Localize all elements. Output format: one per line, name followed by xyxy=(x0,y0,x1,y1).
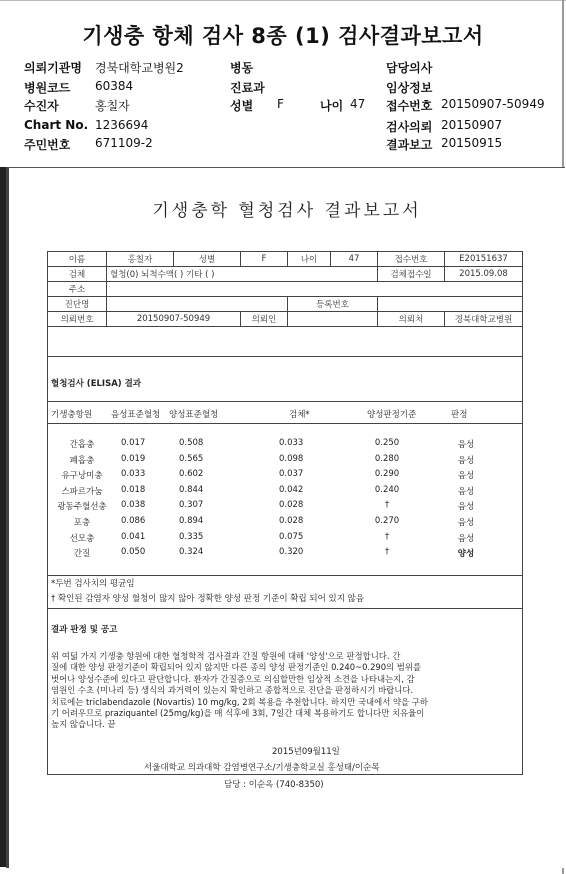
value-request-date: 20150907 xyxy=(441,118,503,132)
positive-value: 0.894 xyxy=(179,516,204,526)
conclusion-line: 높지 않습니다. 끝 xyxy=(51,719,116,730)
label-chart-no: Chart No. xyxy=(24,118,89,132)
negative-value: 0.033 xyxy=(121,469,146,480)
cell xyxy=(107,297,288,312)
table-row xyxy=(48,297,523,312)
sample-value: 0.037 xyxy=(279,469,304,480)
table-row xyxy=(48,252,523,267)
label-age: 나이 xyxy=(320,99,344,113)
cutoff-value: 0.280 xyxy=(374,453,400,464)
cutoff-value: † xyxy=(384,531,390,542)
report-title: 기생충 항체 검사 8종 (1) 검사결과보고서 xyxy=(82,24,484,48)
divider xyxy=(47,423,523,424)
positive-value: 0.565 xyxy=(179,453,204,464)
conclusion-line: 염원인 수초 (미나리 등) 생식의 과거력이 있는지 확인하고 종합적으로 진단을 판정하시기 바랍니다. xyxy=(51,685,414,696)
divider xyxy=(47,356,523,357)
elisa-section-title: 혈청검사 (ELISA) 결과 xyxy=(51,379,142,389)
cutoff-value: 0.290 xyxy=(374,469,400,480)
antigen-name: 유구낭미충 xyxy=(61,471,103,482)
cell: 혈청(0) 뇌척수액( ) 기타 ( ) xyxy=(107,267,378,282)
report-date: 2015년09월11일 xyxy=(272,747,340,757)
negative-value: 0.038 xyxy=(121,500,146,511)
cutoff-value: 0.250 xyxy=(374,438,400,448)
conclusion-title: 결과 판정 및 공고 xyxy=(51,625,118,635)
positive-value: 0.324 xyxy=(179,547,204,558)
divider xyxy=(47,401,523,402)
cell: E20151637 xyxy=(445,252,523,267)
scan-title: 기생충학 혈청검사 결과보고서 xyxy=(152,201,422,221)
col-positive-standard: 양성표준혈청 xyxy=(169,410,219,420)
conclusion-line: 기 어려우므로 praziquantel (25mg/kg)을 매 식후에 3회, 7일간 대체 복용하기도 합니다만 치유율이 xyxy=(51,708,425,719)
conclusion-line: 질에 대한 양성 판정기준이 확립되어 있지 않지만 다른 종의 양성 판정기준인 0.240~0.290의 범위를 xyxy=(51,662,422,673)
sample-value: 0.028 xyxy=(279,516,304,526)
antigen-name: 포충 xyxy=(73,518,91,528)
cell: 성별 xyxy=(174,252,241,267)
col-result: 판정 xyxy=(451,410,468,420)
footnote-cutoff: † 확인된 감염자 양성 혈청이 많지 않아 정확한 양성 판정 기준이 확립 되어 있지 않음 xyxy=(51,594,365,604)
cell: 검체접수일 xyxy=(378,267,445,282)
result-value: 음성 xyxy=(457,502,475,513)
conclusion-text xyxy=(51,651,521,731)
sample-value: 0.028 xyxy=(279,500,304,511)
value-hospital-code: 60384 xyxy=(95,79,134,93)
value-chart-no: 1236694 xyxy=(95,118,149,132)
scanned-report xyxy=(6,167,565,868)
positive-value: 0.335 xyxy=(179,531,204,542)
label-institution: 의뢰기관명 xyxy=(24,61,82,75)
negative-value: 0.041 xyxy=(121,531,146,542)
cutoff-value: 0.270 xyxy=(374,516,400,526)
cell: 등록번호 xyxy=(288,297,378,312)
col-cutoff: 양성판정기준 xyxy=(367,410,417,420)
negative-value: 0.050 xyxy=(121,547,146,558)
antigen-name: 선모충 xyxy=(69,533,95,544)
table-row xyxy=(48,282,523,297)
conclusion-line: 치료에는 triclabendazole (Novartis) 10 mg/kg, 2회 복용을 추천합니다. 하지만 국내에서 약을 구하 xyxy=(51,696,428,707)
conclusion-line: 벗어나 양성수준에 있다고 판단합니다. 환자가 간질증으로 의심할만한 임상적 소견을 나타내는지, 감 xyxy=(51,673,415,684)
label-hospital-code: 병원코드 xyxy=(24,81,71,95)
sample-value: 0.320 xyxy=(279,547,304,558)
result-value: 음성 xyxy=(457,440,475,450)
value-report-date: 20150915 xyxy=(441,136,503,150)
cutoff-value: † xyxy=(384,500,390,511)
col-antigen: 기생충항원 xyxy=(51,410,93,420)
value-patient: 홍칠자 xyxy=(95,99,130,113)
cell: 검체 xyxy=(48,267,107,282)
label-receipt-no: 접수번호 xyxy=(386,99,433,113)
table-row xyxy=(48,312,523,327)
divider xyxy=(47,608,523,609)
col-sample: 검체* xyxy=(289,410,310,420)
negative-value: 0.019 xyxy=(121,453,146,464)
conclusion-line: 위 여덟 가지 기생충 항원에 대한 혈청학적 검사결과 간질 항원에 대해 '양성'으로 판정합니다. 간 xyxy=(51,651,401,661)
antigen-name: 간흡충 xyxy=(69,440,95,450)
value-age: 47 xyxy=(350,97,366,111)
sample-value: 0.042 xyxy=(279,484,304,495)
antigen-name: 광동주혈선충 xyxy=(57,502,107,513)
cell: 47 xyxy=(331,252,378,267)
cell xyxy=(288,312,378,327)
cell: F xyxy=(241,252,288,267)
positive-value: 0.307 xyxy=(179,500,204,511)
sample-value: 0.033 xyxy=(279,438,304,448)
cell: 홍칠자 xyxy=(107,252,174,267)
cell: 의뢰인 xyxy=(241,312,288,327)
value-sex: F xyxy=(277,97,284,111)
negative-value: 0.018 xyxy=(121,484,146,495)
result-value: 음성 xyxy=(457,518,475,528)
label-sex: 성별 xyxy=(230,99,254,113)
label-patient: 수진자 xyxy=(24,99,59,113)
positive-value: 0.508 xyxy=(179,438,204,448)
label-resident-no: 주민번호 xyxy=(24,138,71,152)
label-report-date: 결과보고 xyxy=(386,138,433,152)
cell: 진단명 xyxy=(48,297,107,312)
footnote-average: *두번 검사치의 평균임 xyxy=(51,579,135,589)
cell: 나이 xyxy=(288,252,331,267)
label-clinical-info: 임상정보 xyxy=(386,81,433,95)
antigen-name: 폐흡충 xyxy=(69,455,95,466)
cell: 접수번호 xyxy=(378,252,445,267)
divider xyxy=(47,575,523,576)
result-value: 음성 xyxy=(457,533,475,544)
cell: 20150907-50949 xyxy=(107,312,241,327)
cutoff-value: 0.240 xyxy=(374,484,400,495)
page-top-border xyxy=(0,0,566,7)
col-negative-standard: 음성표준혈청 xyxy=(111,410,161,420)
positive-value: 0.844 xyxy=(179,484,204,495)
sample-value: 0.075 xyxy=(279,531,304,542)
label-request-date: 검사의뢰 xyxy=(386,120,433,134)
result-value: 음성 xyxy=(457,455,475,466)
label-ward: 병동 xyxy=(230,61,254,75)
cell: 의뢰처 xyxy=(378,312,445,327)
value-institution: 경북대학교병원2 xyxy=(95,61,184,75)
positive-value: 0.602 xyxy=(179,469,204,480)
value-receipt-no: 20150907-50949 xyxy=(441,97,545,111)
contact-info: 담당 : 이순옥 (740-8350) xyxy=(224,780,324,790)
cell xyxy=(107,282,523,297)
antigen-name: 스파르가눔 xyxy=(61,486,103,497)
cell: 의뢰번호 xyxy=(48,312,107,327)
cell: 2015.09.08 xyxy=(445,267,523,282)
result-value: 음성 xyxy=(457,486,475,497)
cell: 주소 xyxy=(48,282,107,297)
cell: 이름 xyxy=(48,252,107,267)
institution-signature: 서울대학교 의과대학 감염병연구소/기생충학교실 홍성태/이순목 xyxy=(144,763,380,773)
cutoff-value: † xyxy=(384,547,390,558)
label-department: 진료과 xyxy=(230,81,265,95)
patient-info-table xyxy=(47,251,523,327)
sample-value: 0.098 xyxy=(279,453,304,464)
result-value: 양성 xyxy=(457,549,475,560)
cell xyxy=(378,297,523,312)
table-row xyxy=(48,267,523,282)
cell: 경북대학교병원 xyxy=(445,312,523,327)
negative-value: 0.086 xyxy=(121,516,146,526)
result-value: 음성 xyxy=(457,471,475,482)
label-doctor: 담당의사 xyxy=(386,61,433,75)
antigen-name: 간질 xyxy=(73,549,91,560)
negative-value: 0.017 xyxy=(121,438,146,448)
value-resident-no: 671109-2 xyxy=(95,136,153,150)
